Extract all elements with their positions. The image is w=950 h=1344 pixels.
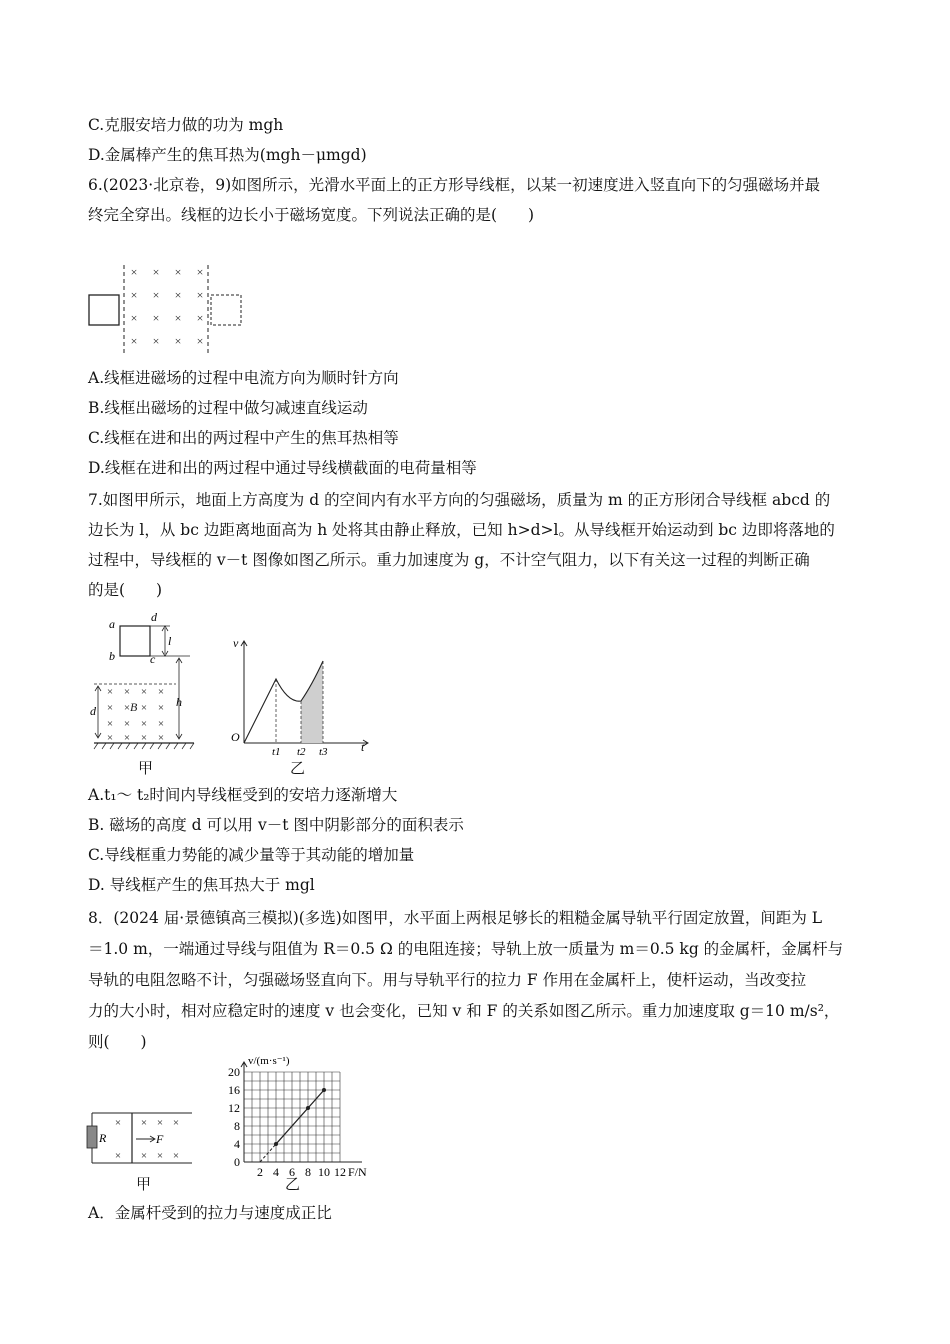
label-d-top: d [151,610,157,624]
label-h: h [176,695,182,709]
q6-option-a: A.线框进磁场的过程中电流方向为顺时针方向 [88,369,399,387]
q8-stem-5: 则( ) [88,1033,147,1051]
svg-text:×: × [152,265,160,279]
svg-text:×: × [123,686,131,698]
label-d-side: d [90,704,96,718]
y-tick-label: 12 [228,1101,240,1115]
tick-t1: t1 [272,746,281,755]
q8-caption-yi: 乙 [285,1175,301,1193]
label-b: b [109,649,115,663]
q7-option-c: C.导线框重力势能的减少量等于其动能的增加量 [88,846,415,864]
svg-text:×: × [196,265,204,279]
svg-text:×: × [130,265,138,279]
q8-stem-1: 8．(2024 届·景德镇高三模拟)(多选)如图甲，水平面上两根足够长的粗糙金属导轨平行固定放置，间距为 L [88,909,823,927]
q6-loop-dashed [211,295,241,325]
svg-text:×: × [157,702,165,714]
q8-fig-jia [84,1108,196,1168]
label-c: c [150,652,156,666]
q7-caption-jia: 甲 [138,759,154,777]
q8-stem-4: 力的大小时，相对应稳定时的速度 v 也会变化，已知 v 和 F 的关系如图乙所示。重力加速度取 g＝10 m/s²， [88,1002,840,1020]
svg-text:×: × [174,265,182,279]
x-tick-label: 6 [289,1165,295,1179]
label-a: a [109,617,115,631]
svg-text:×: × [196,311,204,325]
svg-text:×: × [152,311,160,325]
svg-text:×: × [114,1117,122,1129]
q7-option-b: B. 磁场的高度 d 可以用 v－t 图中阴影部分的面积表示 [88,816,464,834]
axis-t: t [361,740,365,754]
q8-stem-2: ＝1.0 m，一端通过导线与阻值为 R＝0.5 Ω 的电阻连接；导轨上放一质量为 m＝0.5 kg 的金属杆，金属杆与 [88,940,844,958]
svg-text:×: × [140,1150,148,1162]
label-l: l [168,634,172,648]
svg-text:×: × [123,718,131,730]
svg-text:×: × [140,732,148,744]
svg-text:×: × [157,718,165,730]
shaded-area [301,661,323,743]
svg-text:×: × [140,702,148,714]
x-axis-label: F/N [348,1165,367,1179]
y-axis-label: v/(m·s⁻¹) [248,1055,290,1067]
x-tick-label: 12 [334,1165,346,1179]
label-R: R [99,1131,107,1145]
tick-t2: t2 [297,746,306,755]
svg-text:×: × [196,288,204,302]
q6-option-b: B.线框出磁场的过程中做匀减速直线运动 [88,399,368,417]
svg-text:×: × [172,1150,180,1162]
y-tick-label: 16 [228,1083,240,1097]
x-tick-label: 8 [305,1165,311,1179]
x-tick-label: 2 [257,1165,263,1179]
axis-O: O [231,730,240,744]
q7-stem-2: 边长为 l，从 bc 边距离地面高为 h 处将其由静止释放，已知 h>d>l。从导线框开始运动到 bc 边即将落地的 [88,521,835,539]
svg-text:×: × [140,686,148,698]
y-tick-label: 20 [228,1065,240,1079]
svg-text:×: × [156,1150,164,1162]
q7-stem-3: 过程中，导线框的 v－t 图像如图乙所示。重力加速度为 g，不计空气阻力，以下有关这一过程的判断正确 [88,551,810,569]
svg-text:×: × [174,311,182,325]
svg-text:×: × [157,686,165,698]
q7-option-a: A.t₁～ t₂时间内导线框受到的安培力逐渐增大 [88,786,398,804]
tick-t3: t3 [319,746,328,755]
q8-caption-jia: 甲 [136,1175,152,1193]
resistor-R [87,1126,97,1148]
svg-text:×: × [114,1150,122,1162]
data-point [274,1142,278,1146]
svg-text:×: × [130,311,138,325]
svg-text:×: × [140,718,148,730]
x-tick-label: 4 [273,1165,279,1179]
q8-vf-chart [214,1050,386,1180]
svg-text:×: × [106,686,114,698]
line-c: C.克服安培力做的功为 mgh [88,116,284,134]
y-tick-label: 8 [234,1119,240,1133]
svg-text:×: × [174,288,182,302]
q7-caption-yi: 乙 [290,759,306,777]
line-d: D.金属棒产生的焦耳热为(mgh－μmgd) [88,146,367,164]
y-tick-label: 0 [234,1155,240,1169]
q6-option-d: D.线框在进和出的两过程中通过导线横截面的电荷量相等 [88,459,477,477]
axis-v: v [233,636,239,650]
svg-text:×: × [123,702,131,714]
label-F: F [156,1132,164,1146]
q7-fig-yi [228,635,373,755]
svg-text:×: × [140,1117,148,1129]
q8-option-a: A．金属杆受到的拉力与速度成正比 [88,1204,332,1222]
svg-text:×: × [130,334,138,348]
svg-text:×: × [152,334,160,348]
svg-text:×: × [106,702,114,714]
label-B: B [130,700,138,714]
q6-stem-1: 6.(2023·北京卷，9)如图所示，光滑水平面上的正方形导线框，以某一初速度进入竖直向下的匀强磁场并最 [88,176,821,194]
q6-loop-square [89,295,119,325]
data-point [322,1088,326,1092]
y-tick-label: 4 [234,1137,240,1151]
svg-text:×: × [174,334,182,348]
svg-text:×: × [152,288,160,302]
q6-option-c: C.线框在进和出的两过程中产生的焦耳热相等 [88,429,399,447]
svg-text:×: × [123,732,131,744]
q7-option-d: D. 导线框产生的焦耳热大于 mgl [88,876,315,894]
data-point [306,1106,310,1110]
x-tick-label: 10 [318,1165,330,1179]
q7-stem-1: 7.如图甲所示，地面上方高度为 d 的空间内有水平方向的匀强磁场，质量为 m 的正方形闭合导线框 abcd 的 [88,491,831,509]
q7-stem-4: 的是( ) [88,581,163,599]
loop-abcd [120,626,150,656]
svg-text:×: × [106,732,114,744]
q6-stem-2: 终完全穿出。线框的边长小于磁场宽度。下列说法正确的是( ) [88,206,535,224]
svg-text:×: × [106,718,114,730]
svg-text:×: × [157,732,165,744]
svg-text:×: × [196,334,204,348]
q7-fig-jia [90,608,200,753]
svg-text:×: × [156,1117,164,1129]
q6-figure [86,262,248,357]
q8-stem-3: 导轨的电阻忽略不计，匀强磁场竖直向下。用与导轨平行的拉力 F 作用在金属杆上，使杆运动，当改变拉 [88,971,807,989]
svg-text:×: × [172,1117,180,1129]
svg-text:×: × [130,288,138,302]
